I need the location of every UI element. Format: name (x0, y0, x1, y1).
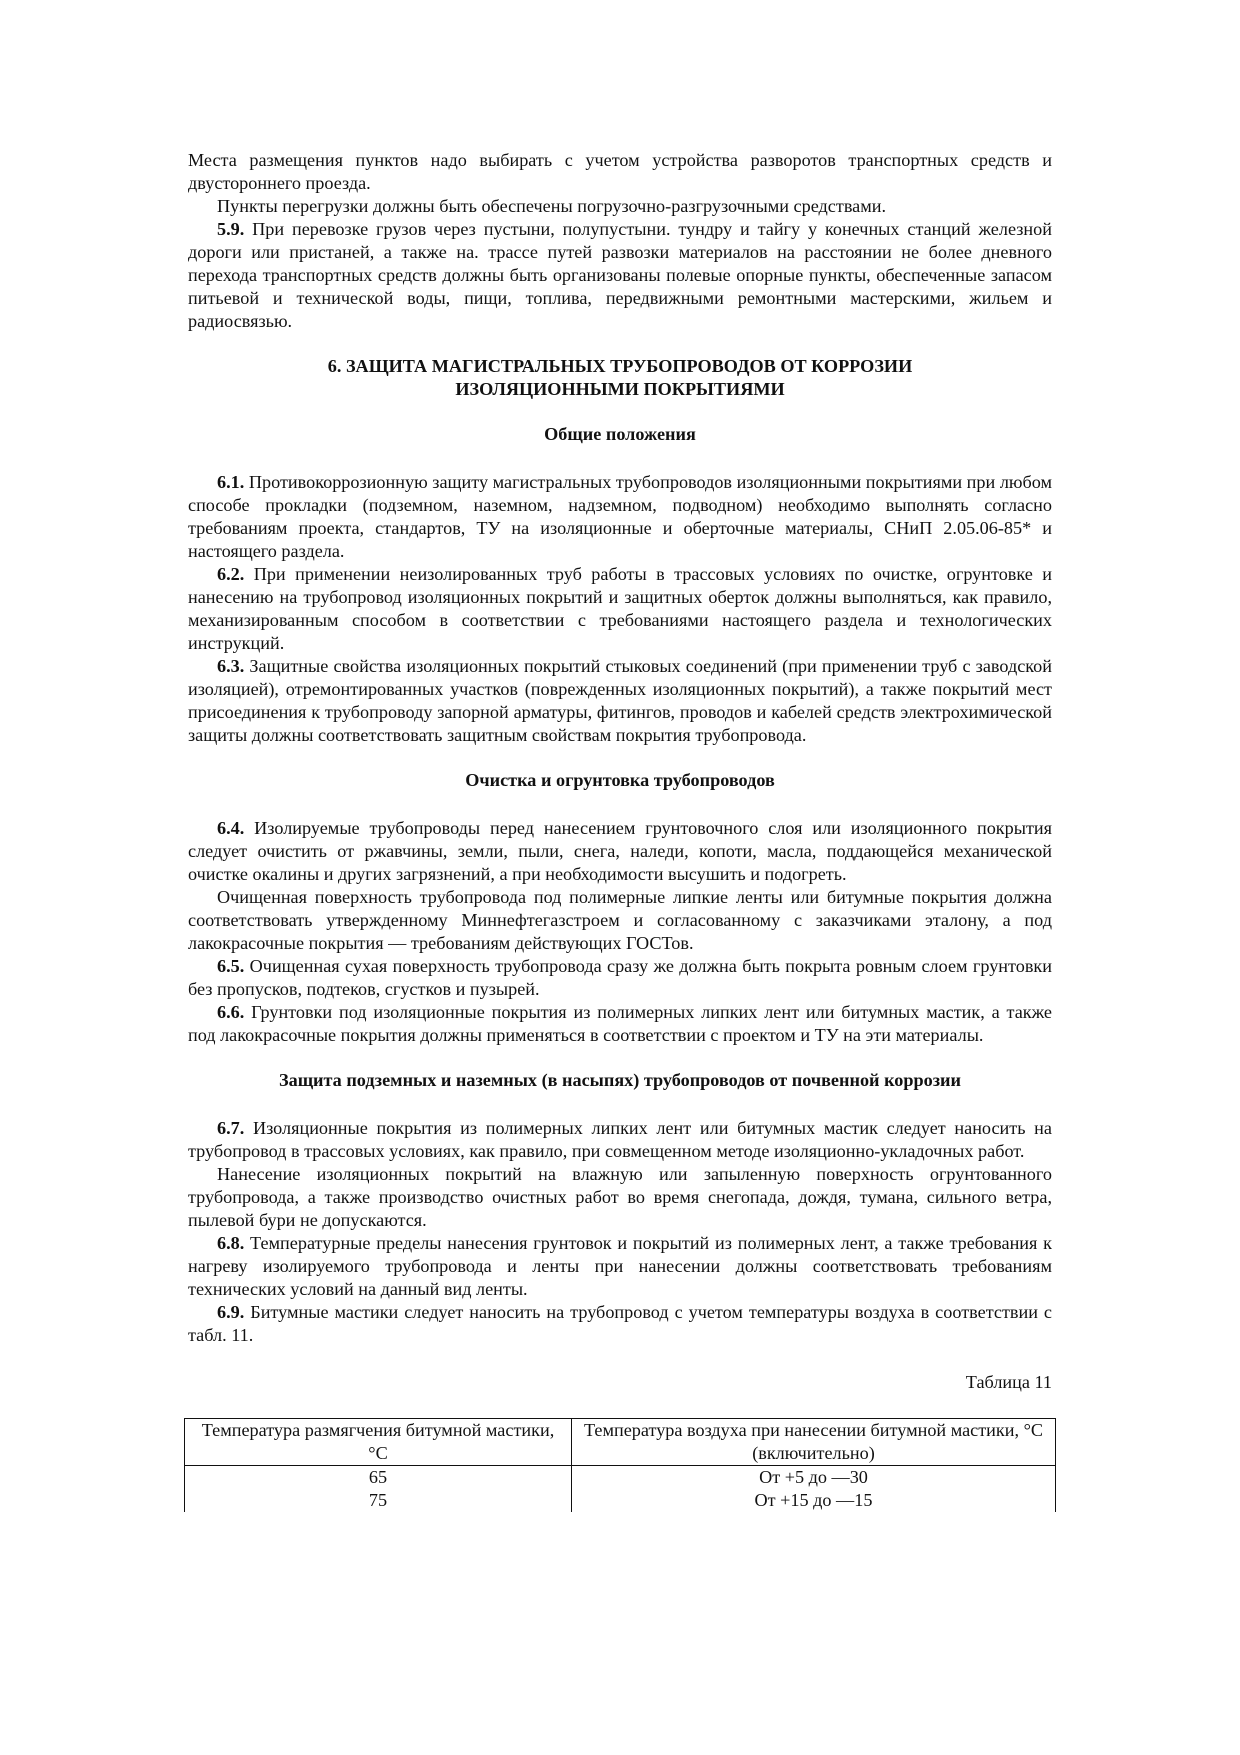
table-header-row (185, 1419, 1056, 1466)
clause-number: 6.2. (217, 564, 245, 584)
clause-number: 6.5. (217, 956, 245, 976)
paragraph-text: При применении неизолированных труб работы в трассовых условиях по очистке, огрунтовке и нанесению на трубопровод изоляционных покрытий и защитных оберток должны выполняться, как правило, механизированным способом в соответствии с требованиями настоящего раздела и технологических инструкций. (188, 564, 1052, 653)
paragraph-6-6 (188, 1001, 1052, 1047)
paragraph-text: Грунтовки под изоляционные покрытия из полимерных липких лент или битумных мастик, а также под лакокрасочные покрытия должны применяться в соответствии с проектом и ТУ на эти материалы. (188, 1002, 1053, 1045)
paragraph-5-9 (188, 218, 1052, 333)
table-cell: От +5 до —30 (572, 1466, 1056, 1490)
document-body (188, 149, 1052, 1512)
table-cell: 75 (185, 1489, 572, 1512)
clause-number: 6.9. (217, 1302, 245, 1322)
table-cell: От +15 до —15 (572, 1489, 1056, 1512)
paragraph-text: Очищенная сухая поверхность трубопровода сразу же должна быть покрыта ровным слоем грунтовки без пропусков, подтеков, сгустков и пузырей. (188, 956, 1052, 999)
subsection-cleaning-heading: Очистка и огрунтовка трубопроводов (465, 770, 775, 790)
table-row (185, 1489, 1056, 1512)
table-header-air-temp: Температура воздуха при нанесении битумной мастики, °С (включительно) (572, 1419, 1056, 1466)
clause-number: 5.9. (217, 219, 245, 239)
paragraph-6-9 (188, 1301, 1052, 1347)
clause-number: 6.3. (217, 656, 245, 676)
paragraph-text: Битумные мастики следует наносить на трубопровод с учетом температуры воздуха в соответствии с табл. 11. (188, 1302, 1052, 1345)
paragraph-text: Противокоррозионную защиту магистральных трубопроводов изоляционными покрытиями при любом способе прокладки (подземном, наземном, надземном, подводном) необходимо выполнять согласно требованиям проекта, стандартов, ТУ на изоляционные и оберточные материалы, СНиП 2.05.06-85* и настоящего раздела. (188, 472, 1052, 561)
clause-number: 6.7. (217, 1118, 245, 1138)
paragraph-6-3 (188, 655, 1052, 747)
clause-number: 6.4. (217, 818, 245, 838)
paragraph-text: Температурные пределы нанесения грунтовок и покрытий из полимерных лент, а также требования к нагреву изолируемого трубопровода и ленты при нанесении должны соответствовать требованиям технических условий на данный вид ленты. (188, 1233, 1052, 1299)
table-caption: Таблица 11 (965, 1372, 1052, 1392)
paragraph-text: Защитные свойства изоляционных покрытий стыковых соединений (при применении труб с заводской изоляцией), отремонтированных участков (поврежденных изоляционных покрытий), а также покрытий мест присоединения к трубопроводу запорной арматуры, фитингов, проводов и кабелей средств электрохимической защиты должны соответствовать защитным свойствам покрытия трубопровода. (188, 656, 1053, 745)
subsection-general-heading: Общие положения (544, 424, 696, 444)
paragraph-text: Изолируемые трубопроводы перед нанесением грунтовочного слоя или изоляционного покрытия следует очистить от ржавчины, земли, пыли, снега, наледи, копоти, масла, поддающейся механической очистке окалины и других загрязнений, а при необходимости высушить и подогреть. (188, 818, 1052, 884)
paragraph-6-7 (188, 1117, 1052, 1163)
clause-number: 6.6. (217, 1002, 245, 1022)
paragraph-6-7-continued: Нанесение изоляционных покрытий на влажную или запыленную поверхность огрунтованного трубопровода, а также производство очистных работ во время снегопада, дождя, тумана, сильного ветра, пылевой бури не допускаются. (188, 1164, 1052, 1230)
paragraph-6-8 (188, 1232, 1052, 1301)
subsection-underground-heading: Защита подземных и наземных (в насыпях) трубопроводов от почвенной коррозии (279, 1070, 961, 1090)
clause-number: 6.8. (217, 1233, 245, 1253)
paragraph-text: При перевозке грузов через пустыни, полупустыни. тундру и тайгу у конечных станций железной дороги или пристаней, а также на. трассе путей развозки материалов на расстоянии не более дневного перехода транспортных средств должны быть организованы полевые опорные пункты, обеспеченные запасом питьевой и технической воды, пищи, топлива, передвижными ремонтными мастерскими, жильем и радиосвязью. (188, 219, 1052, 331)
paragraph-6-5 (188, 955, 1052, 1001)
section-6-title: 6. ЗАЩИТА МАГИСТРАЛЬНЫХ ТРУБОПРОВОДОВ ОТ КОРРОЗИИ ИЗОЛЯЦИОННЫМИ ПОКРЫТИЯМИ (327, 356, 913, 399)
paragraph-text: Изоляционные покрытия из полимерных липких лент или битумных мастик следует наносить на трубопровод в трассовых условиях, как правило, при совмещенном методе изоляционно-укладочных работ. (188, 1118, 1052, 1161)
clause-number: 6.1. (217, 472, 245, 492)
paragraph-6-4 (188, 817, 1052, 886)
paragraph-placement: Места размещения пунктов надо выбирать с учетом устройства разворотов транспортных средств и двустороннего проезда. (188, 150, 1052, 193)
table-row (185, 1466, 1056, 1490)
paragraph-transfer-points: Пункты перегрузки должны быть обеспечены погрузочно-разгрузочными средствами. (217, 196, 887, 216)
paragraph-6-2 (188, 563, 1052, 655)
paragraph-6-4-continued: Очищенная поверхность трубопровода под полимерные липкие ленты или битумные покрытия должна соответствовать утвержденному Миннефтегазстроем и согласованному с заказчиками эталону, а под лакокрасочные покрытия — требованиям действующих ГОСТов. (188, 887, 1052, 953)
table-cell: 65 (185, 1466, 572, 1490)
table-11 (184, 1418, 1056, 1512)
table-header-softening-temp: Температура размягчения битумной мастики, °С (185, 1419, 572, 1466)
paragraph-6-1 (188, 471, 1052, 563)
